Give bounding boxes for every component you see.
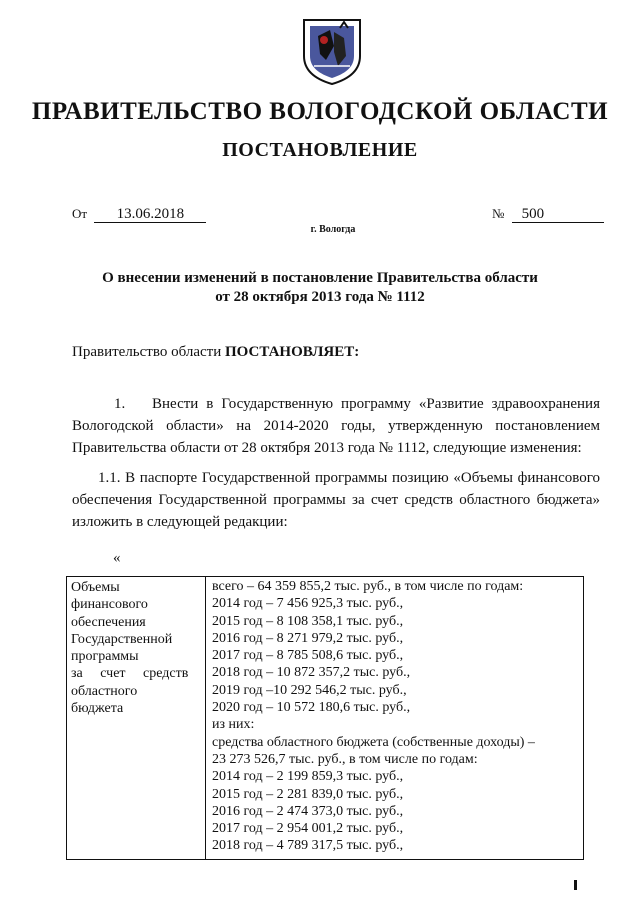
table-row: средства областного бюджета (собственные доходы) – (212, 734, 535, 750)
label-line: финансового (71, 597, 148, 613)
quote-open: « (113, 550, 121, 566)
label-line: программы (71, 649, 139, 665)
table-row: 2015 год – 8 108 358,1 тыс. руб., (212, 613, 404, 629)
table-value-cell (206, 577, 583, 859)
table-row: 2018 год – 4 789 317,5 тыс. руб., (212, 838, 404, 854)
table-row: 2017 год – 2 954 001,2 тыс. руб., (212, 821, 404, 837)
decree-prefix: Правительство области (72, 344, 225, 360)
label-line: Государственной (71, 631, 173, 647)
date-row (72, 206, 206, 223)
table-row: 23 273 526,7 тыс. руб., в том числе по годам: (212, 751, 478, 767)
label-line: областного (71, 683, 138, 699)
table-row: 2016 год – 8 271 979,2 тыс. руб., (212, 630, 404, 646)
label-line: Объемы (71, 580, 120, 595)
table-row: 2020 год – 10 572 180,6 тыс. руб., (212, 700, 411, 716)
number-value: 500 (512, 206, 604, 223)
date-value: 13.06.2018 (94, 206, 206, 223)
paragraph-1-1-text: 1.1. В паспорте Государственной программы позицию «Объемы финансового обеспечения Государственной программы за счет средств областного бюджета» изложить в следующей редакции: (72, 470, 600, 530)
table-row: 2017 год – 8 785 508,6 тыс. руб., (212, 648, 404, 664)
decree-keyword: ПОСТАНОВЛЯЕТ: (224, 344, 360, 360)
coat-of-arms-icon (300, 16, 364, 86)
document-subject (0, 269, 640, 307)
financing-table (66, 576, 584, 860)
decree-line (72, 341, 600, 363)
paragraph-1-text: Внести в Государственную программу «Развитие здравоохранения Вологодской области» на 2014-2020 годы, утвержденную постановлением Правительства области от 28 октября 2013 года № 1112, следующие изменения: (72, 396, 600, 456)
table-row: 2015 год – 2 281 839,0 тыс. руб., (212, 786, 404, 802)
scan-mark (574, 880, 577, 890)
date-label: От (72, 206, 88, 221)
table-row: всего – 64 359 855,2 тыс. руб., в том числе по годам: (212, 579, 524, 594)
label-line: за счет средств (71, 666, 189, 682)
subject-line-2: от 28 октября 2013 года № 1112 (215, 289, 425, 305)
government-title: ПРАВИТЕЛЬСТВО ВОЛОГОДСКОЙ ОБЛАСТИ (31, 98, 609, 125)
table-row: 2019 год –10 292 546,2 тыс. руб., (212, 682, 407, 698)
subject-line-1: О внесении изменений в постановление Правительства области (102, 270, 538, 286)
table-row: 2014 год – 7 456 925,3 тыс. руб., (212, 596, 404, 612)
table-row: из них: (212, 717, 255, 733)
table-label-cell (67, 577, 206, 859)
table-row: 2018 год – 10 872 357,2 тыс. руб., (212, 665, 411, 681)
paragraph-1-number: 1. (114, 396, 126, 412)
paragraph-1 (72, 393, 600, 459)
label-line: бюджета (71, 701, 124, 717)
table-row: 2016 год – 2 474 373,0 тыс. руб., (212, 803, 404, 819)
label-line: обеспечения (71, 614, 146, 630)
table-row: 2014 год – 2 199 859,3 тыс. руб., (212, 769, 404, 785)
city-label: г. Вологда (310, 224, 356, 235)
document-type: ПОСТАНОВЛЕНИЕ (222, 139, 418, 161)
paragraph-1-1 (72, 467, 600, 533)
number-label: № (492, 206, 505, 221)
number-row (492, 206, 604, 223)
